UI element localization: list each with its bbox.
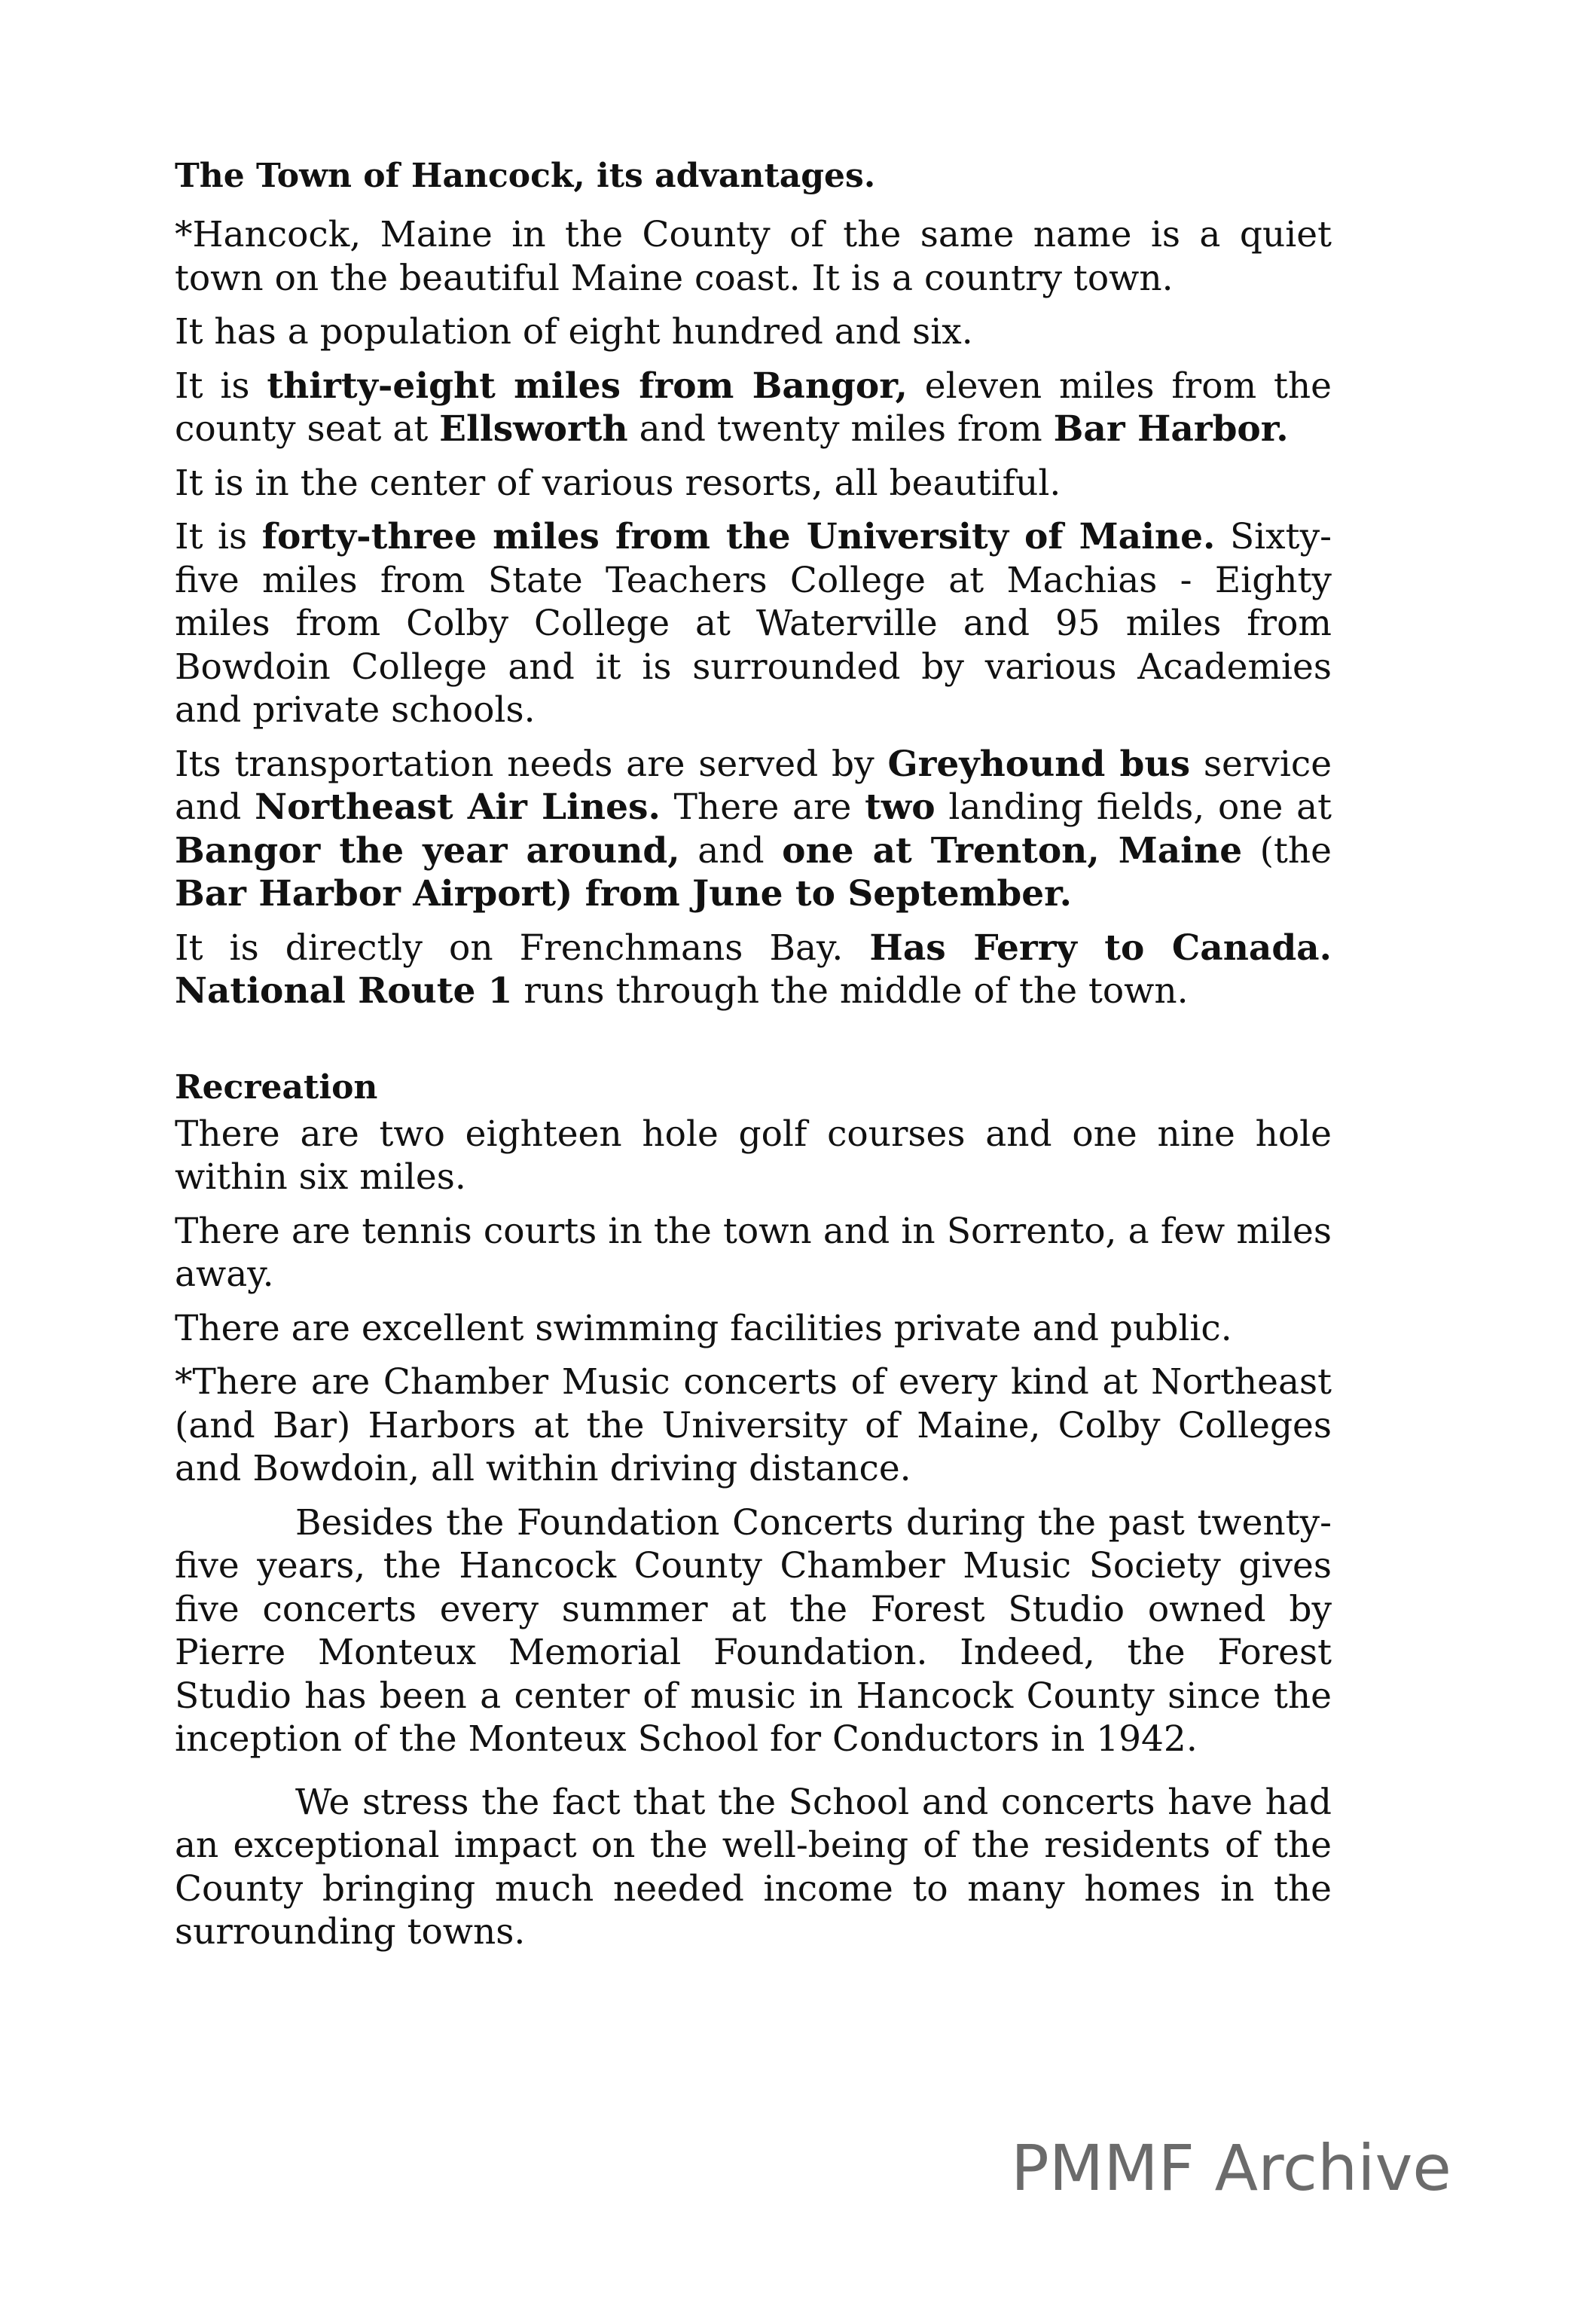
recreation-paragraph-2: There are tennis courts in the town and in Sorrento, a few miles away. (175, 1210, 1332, 1295)
recreation-paragraph-5: Besides the Foundation Concerts during the past twenty-five years, the Hancock County Chamber Music Society gives five concerts every summer at the Forest Studio owned by Pierre Monteux Memorial Foundation. Indeed, the Forest Studio has been a center of music in Hancock County since the inception of the Monteux School for Conductors in 1942. (175, 1501, 1332, 1760)
text-run: and twenty miles from (627, 408, 1054, 450)
text-run: runs through the middle of the town. (512, 970, 1189, 1012)
recreation-paragraph-1: There are two eighteen hole golf courses and one nine hole within six miles. (175, 1113, 1332, 1198)
bold-text-run: Bar Harbor. (1053, 408, 1289, 450)
text-run: Its transportation needs are served by (175, 743, 888, 785)
bold-text-run: Bangor the year around, (175, 829, 680, 872)
text-run: It is directly on Frenchmans Bay. (175, 927, 870, 969)
intro-paragraph-7 (175, 927, 1332, 1013)
recreation-paragraph-6: We stress the fact that the School and concerts have had an exceptional impact on the well-being of the residents of the County bringing much needed income to many homes in the surrounding towns. (175, 1781, 1332, 1953)
archive-watermark: PMMF Archive (1011, 2131, 1451, 2205)
intro-paragraph-3 (175, 365, 1332, 451)
text-run: It is (175, 516, 262, 557)
intro-paragraph-6 (175, 743, 1332, 916)
intro-paragraph-2: It has a population of eight hundred and six. (175, 311, 973, 353)
text-run: (the (1242, 829, 1332, 872)
bold-text-run: one at Trenton, Maine (782, 829, 1243, 872)
page-title: The Town of Hancock, its advantages. (175, 157, 876, 195)
bold-text-run: Greyhound bus (887, 743, 1191, 785)
recreation-paragraph-3: There are excellent swimming facilities private and public. (175, 1307, 1232, 1349)
text-run: It is (175, 365, 267, 407)
bold-text-run: Has Ferry to Canada. National Route 1 (175, 927, 1332, 1012)
bold-text-run: Ellsworth (439, 408, 628, 450)
text-run: service and (175, 743, 1332, 828)
bold-text-run: Bar Harbor Airport) from June to September. (175, 873, 1072, 915)
recreation-paragraph-4: *There are Chamber Music concerts of every kind at Northeast (and Bar) Harbors at the University of Maine, Colby Colleges and Bowdoin, all within driving distance. (175, 1361, 1332, 1489)
bold-text-run: forty-three miles from the University of Maine. (261, 516, 1216, 557)
bold-text-run: Northeast Air Lines. (255, 786, 661, 828)
intro-paragraph-5 (175, 515, 1332, 732)
intro-paragraph-4: It is in the center of various resorts, all beautiful. (175, 462, 1061, 504)
bold-text-run: thirty-eight miles from Bangor, (267, 365, 908, 407)
document-page (175, 154, 1332, 1965)
text-run: Sixty-five miles from State Teachers College at Machias - Eighty miles from Colby College at Waterville and 95 miles from Bowdoin College and it is surrounded by various Academies and private schools. (175, 516, 1332, 731)
text-run: landing fields, one at (935, 786, 1332, 828)
intro-paragraph-1: *Hancock, Maine in the County of the same name is a quiet town on the beautiful Maine coast. It is a country town. (175, 214, 1332, 299)
bold-text-run: two (865, 786, 936, 828)
text-run: and (679, 829, 783, 872)
text-run: There are (660, 786, 865, 828)
text-run: eleven miles from the county seat at (175, 365, 1332, 450)
section-heading-recreation: Recreation (175, 1067, 378, 1107)
